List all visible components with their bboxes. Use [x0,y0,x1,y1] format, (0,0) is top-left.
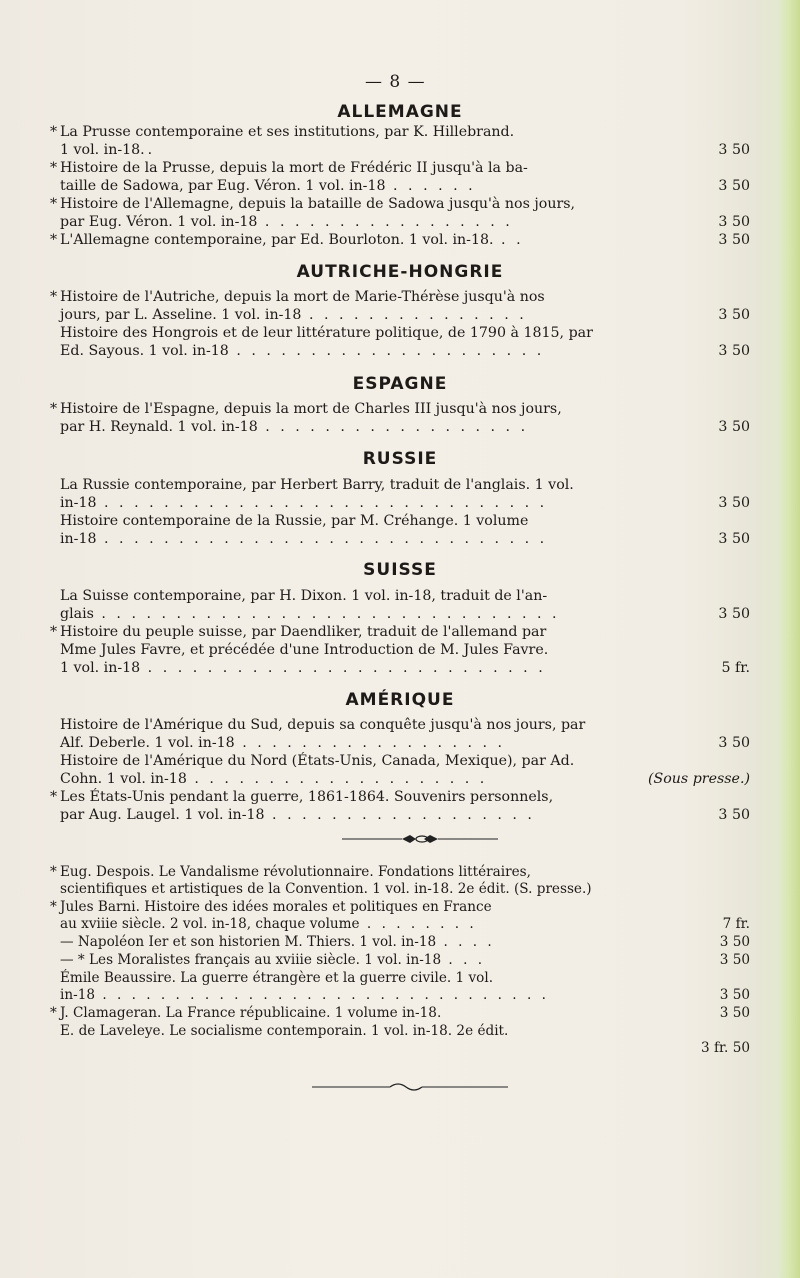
entry-title: La Prusse contemporaine et ses institutions, par K. Hillebrand. [60,124,515,140]
price: 3 50 [718,342,750,359]
price: 3 50 [718,213,750,230]
price: 3 50 [718,605,750,622]
divider-ornament [340,832,500,846]
entry: * Histoire du peuple suisse, par Daendliker, traduit de l'allemand par Mme Jules Favre, et précédée d'une Introduction de M. Jules Favre. 1 vol. in-18 . . . . . . . . . . . . . . . . . . . . . . . . . . . 5 fr. [50,624,750,676]
section-heading: RUSSIE [362,449,438,469]
divider-ornament-bottom [310,1080,510,1094]
section-suisse [50,560,750,580]
entry: * Histoire de l'Autriche, depuis la mort de Marie-Thérèse jusqu'à nos jours, par L. Asseline. 1 vol. in-18 . . . . . . . . . . . . . . . 3 50 [50,289,750,323]
entry: La Suisse contemporaine, par H. Dixon. 1 vol. in-18, traduit de l'an- glais . . . . . . . . . . . . . . . . . . . . . . . . . . . . . . . 3 50 [60,588,750,622]
page-number: — 8 — [365,72,426,92]
misc-entry: E. de Laveleye. Le socialisme contemporain. 1 vol. in-18. 2e édit. 3 fr. 50 [60,1023,750,1056]
price: 3 fr. 50 [701,1040,750,1056]
entry: * Les États-Unis pendant la guerre, 1861-1864. Souvenirs personnels, par Aug. Laugel. 1 vol. in-18 . . . . . . . . . . . . . . . . . . 3 50 [50,789,750,823]
price: 3 50 [718,734,750,751]
entry: Histoire des Hongrois et de leur littérature politique, de 1790 à 1815, par Ed. Sayous. 1 vol. in-18 . . . . . . . . . . . . . . . . . . . . . 3 50 [60,325,750,359]
section-autriche-hongrie [50,262,750,282]
price: 3 50 [718,306,750,323]
entry: Histoire de l'Amérique du Nord (États-Unis, Canada, Mexique), par Ad. Cohn. 1 vol. in-18 . . . . . . . . . . . . . . . . . . . . (Sous presse.) [60,753,750,787]
entry: Histoire de l'Amérique du Sud, depuis sa conquête jusqu'à nos jours, par Alf. Deberle. 1 vol. in-18 . . . . . . . . . . . . . . . . . . 3 50 [60,717,750,751]
entry: * Histoire de la Prusse, depuis la mort de Frédéric II jusqu'à la ba- taille de Sadowa, par Eug. Véron. 1 vol. in-18 . . . . . . 3 50 [50,160,750,194]
price: (Sous presse.) [648,770,750,787]
section-heading: ESPAGNE [352,374,448,394]
section-heading: ALLEMAGNE [337,102,463,122]
price: 3 50 [718,232,750,248]
price: 3 50 [719,1005,750,1021]
entry: La Russie contemporaine, par Herbert Barry, traduit de l'anglais. 1 vol. in-18 . . . . . . . . . . . . . . . . . . . . . . . . . . . . . . 3 50 [60,477,750,511]
entry: * Histoire de l'Allemagne, depuis la bataille de Sadowa jusqu'à nos jours, par Eug. Véron. 1 vol. in-18 . . . . . . . . . . . . . . . . . 3 50 [50,196,750,230]
section-amerique [50,690,750,710]
price: 3 50 [719,987,750,1003]
section-heading: AUTRICHE-HONGRIE [296,262,504,282]
misc-entry: * Eug. Despois. Le Vandalisme révolutionnaire. Fondations littéraires, scientifiques et artistiques de la Convention. 1 vol. in-18. 2e édit. (S. presse.) [50,864,592,897]
price: 3 50 [718,177,750,194]
entry: * Histoire de l'Espagne, depuis la mort de Charles III jusqu'à nos jours, par H. Reynald. 1 vol. in-18 . . . . . . . . . . . . . . . . . . 3 50 [50,401,750,435]
price: 3 50 [718,141,750,158]
price: 3 50 [719,934,750,950]
entry: * L'Allemagne contemporaine, par Ed. Bourloton. 1 vol. in-18. . . 3 50 [50,232,750,248]
section-allemagne [50,102,750,122]
section-heading: AMÉRIQUE [345,690,455,710]
price: 3 50 [718,494,750,511]
misc-entry: * J. Clamageran. La France républicaine. 1 volume in-18. 3 50 [50,1005,750,1021]
price: 7 fr. [722,916,750,932]
misc-entry: — * Les Moralistes français au xviiie siècle. 1 vol. in-18 . . . 3 50 [60,952,750,968]
section-espagne [50,374,750,394]
entry: * La Prusse contemporaine et ses institutions, par K. Hillebrand. 1 vol. in-18.. 3 50 [50,124,750,158]
price: 3 50 [719,952,750,968]
price: 3 50 [718,806,750,823]
entry: Histoire contemporaine de la Russie, par M. Créhange. 1 volume in-18 . . . . . . . . . . . . . . . . . . . . . . . . . . . . . . 3 50 [60,513,750,547]
section-russie [50,449,750,469]
section-heading: SUISSE [363,560,437,580]
price: 5 fr. [721,659,750,676]
misc-entry: Émile Beaussire. La guerre étrangère et la guerre civile. 1 vol. in-18 . . . . . . . . . . . . . . . . . . . . . . . . . . . . . . . 3 50 [60,970,750,1003]
misc-entry: — Napoléon Ier et son historien M. Thiers. 1 vol. in-18 . . . . 3 50 [60,934,750,950]
price: 3 50 [718,418,750,435]
misc-entry: * Jules Barni. Histoire des idées morales et politiques en France au xviiie siècle. 2 vol. in-18, chaque volume . . . . . . . . 7 fr. [50,899,750,932]
page-edge [778,0,800,1278]
price: 3 50 [718,530,750,547]
